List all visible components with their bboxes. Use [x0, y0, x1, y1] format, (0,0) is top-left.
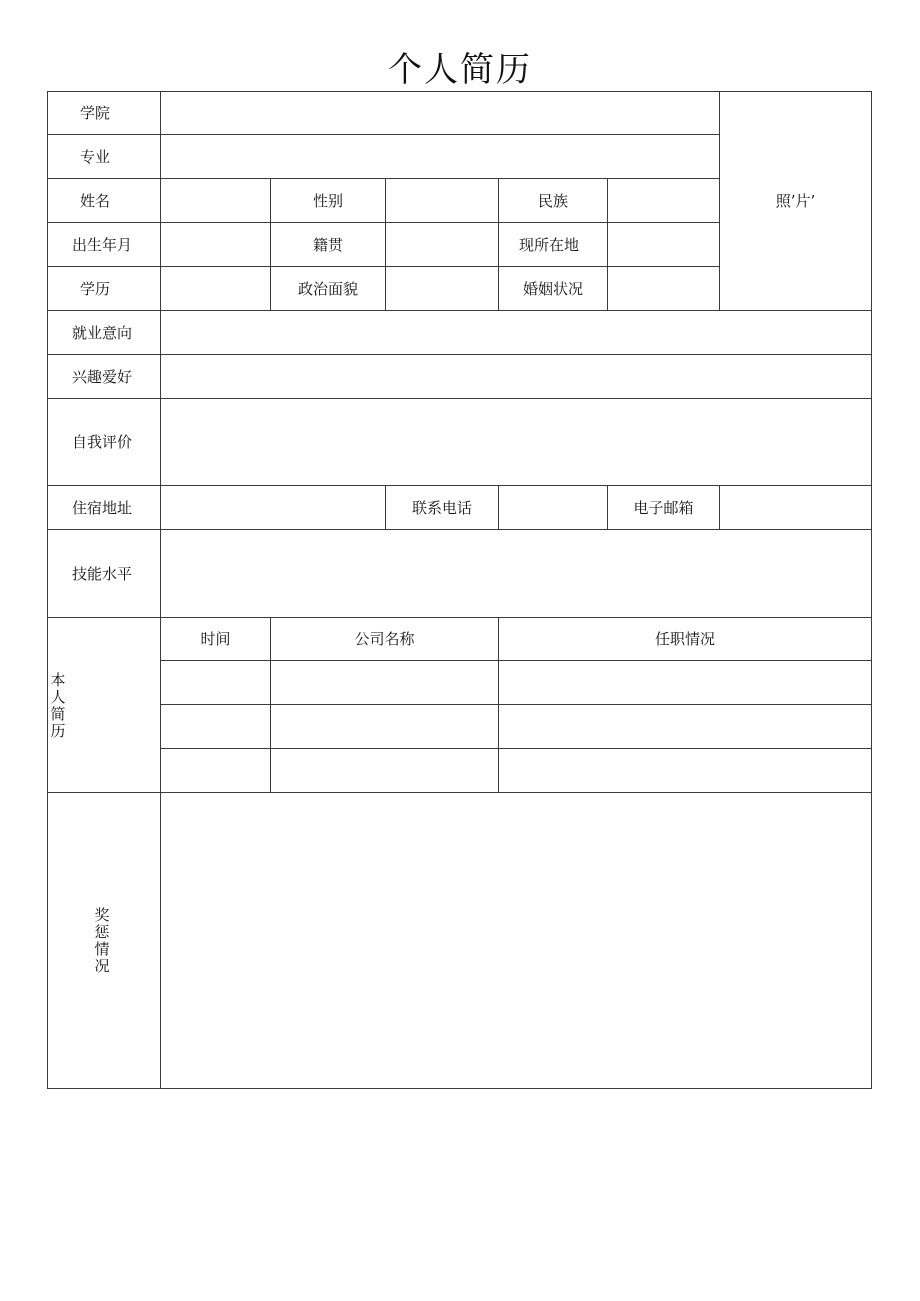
- label-email: 电子邮箱: [633, 498, 694, 517]
- native-place-field[interactable]: [386, 223, 498, 266]
- label-skills: 技能水平: [71, 564, 132, 583]
- college-field[interactable]: [161, 92, 719, 134]
- name-field[interactable]: [161, 179, 270, 222]
- label-gender: 性别: [312, 191, 343, 210]
- experience-header-position: 任职情况: [654, 630, 715, 648]
- experience-row-1-company[interactable]: [271, 661, 498, 704]
- label-major: 专业: [79, 147, 110, 166]
- label-self-evaluation: 自我评价: [71, 433, 132, 451]
- label-name: 姓名: [79, 191, 110, 210]
- page-title: 个人简历: [388, 50, 532, 90]
- skills-field[interactable]: [161, 530, 871, 617]
- email-field[interactable]: [720, 486, 871, 529]
- label-current-location: 现所在地: [518, 235, 579, 254]
- experience-header-company: 公司名称: [354, 630, 415, 648]
- label-birth: 出生年月: [71, 235, 132, 254]
- job-intention-field[interactable]: [161, 311, 871, 354]
- awards-field[interactable]: [161, 793, 871, 1088]
- label-job-intention: 就业意向: [71, 323, 132, 342]
- address-field[interactable]: [161, 486, 385, 529]
- label-hobbies: 兴趣爱好: [71, 367, 132, 386]
- label-phone: 联系电话: [411, 498, 472, 517]
- label-college: 学院: [79, 103, 110, 122]
- resume-form: [47, 91, 872, 1089]
- experience-row-1-position[interactable]: [499, 661, 871, 704]
- photo-placeholder[interactable]: 照’片’: [775, 191, 816, 210]
- experience-row-2-time[interactable]: [161, 705, 270, 748]
- hobbies-field[interactable]: [161, 355, 871, 398]
- label-education: 学历: [79, 279, 110, 298]
- grid-line: [871, 91, 872, 1089]
- label-native-place: 籍贯: [312, 235, 343, 254]
- education-field[interactable]: [161, 267, 270, 310]
- marital-status-field[interactable]: [608, 267, 719, 310]
- label-ethnicity: 民族: [537, 191, 568, 210]
- label-marital-status: 婚姻状况: [522, 279, 583, 298]
- phone-field[interactable]: [499, 486, 607, 529]
- birth-field[interactable]: [161, 223, 270, 266]
- self-evaluation-field[interactable]: [161, 399, 871, 485]
- experience-row-3-time[interactable]: [161, 749, 270, 792]
- ethnicity-field[interactable]: [608, 179, 719, 222]
- label-resume: 本人简历: [50, 671, 66, 740]
- gender-field[interactable]: [386, 179, 498, 222]
- political-status-field[interactable]: [386, 267, 498, 310]
- experience-row-1-time[interactable]: [161, 661, 270, 704]
- experience-row-2-position[interactable]: [499, 705, 871, 748]
- label-address: 住宿地址: [71, 498, 132, 517]
- grid-line: [47, 134, 720, 135]
- label-awards: 奖惩情况: [94, 906, 110, 975]
- experience-header-time: 时间: [200, 630, 231, 648]
- major-field[interactable]: [161, 136, 719, 178]
- experience-row-3-position[interactable]: [499, 749, 871, 792]
- grid-line: [47, 1088, 872, 1089]
- label-political-status: 政治面貌: [297, 279, 358, 298]
- experience-row-2-company[interactable]: [271, 705, 498, 748]
- current-location-field[interactable]: [608, 223, 719, 266]
- experience-row-3-company[interactable]: [271, 749, 498, 792]
